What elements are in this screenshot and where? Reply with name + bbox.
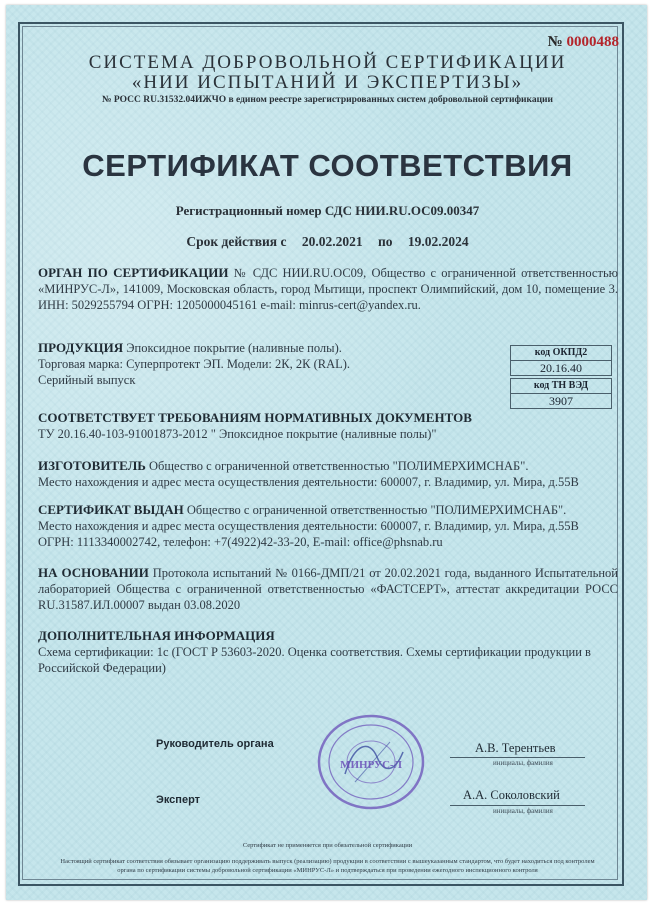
validity-to-label: по [377, 234, 393, 249]
page-title: СЕРТИФИКАТ СООТВЕТСТВИЯ [82, 148, 573, 183]
organ-label: ОРГАН ПО СЕРТИФИКАЦИИ [38, 265, 229, 280]
additional-text: Схема сертификации: 1с (ГОСТ Р 53603-2020. Оценка соответствия. Схемы сертификации продукции в Российской Федерации) [38, 645, 591, 675]
organ-text: № СДС НИИ.RU.ОС09, Общество с ограниченной ответственностью «МИНРУС-Л», 141009, Московская область, город Мытищи, проспект Олимпийский, дом 10, помещение 3. ИНН: 5029255794 ОГРН: 1205000045161 e-mail: minrus-cert@yandex.ru. [38, 266, 618, 312]
system-name-line2: «НИИ ИСПЫТАНИЙ И ЭКСПЕРТИЗЫ» [131, 72, 524, 93]
conformity-label: СООТВЕТСТВУЕТ ТРЕБОВАНИЯМ НОРМАТИВНЫХ ДОКУМЕНТОВ [38, 410, 472, 425]
stamp-text: МИНРУС-Л [340, 759, 402, 771]
registration-number: Регистрационный номер СДС НИИ.RU.ОС09.00347 [175, 203, 480, 218]
expert-caption: инициалы, фамилия [493, 807, 553, 815]
validity-from: 20.02.2021 [301, 234, 363, 249]
basis-section [38, 565, 618, 613]
number-value: 0000488 [566, 34, 619, 50]
manufacturer-label: ИЗГОТОВИТЕЛЬ [38, 458, 146, 473]
basis-label: НА ОСНОВАНИИ [38, 565, 149, 580]
product-section [38, 340, 478, 388]
tnved-value: 3907 [549, 394, 573, 408]
okpd-label: код ОКПД2 [511, 346, 611, 361]
expert-name: А.А. Соколовский [463, 788, 560, 802]
issued-contacts: ОГРН: 1113340002742, телефон: +7(4922)42-33-20, E-mail: office@phsnab.ru [38, 535, 443, 549]
organ-section [38, 265, 618, 313]
additional-section [38, 628, 618, 676]
expert-signature-line [450, 805, 585, 806]
tnved-code-box [510, 378, 612, 409]
footer-note: Сертификат не применяется при обязательной сертификации [242, 842, 413, 849]
okpd-value: 20.16.40 [540, 361, 582, 375]
expert-label: Эксперт [156, 794, 201, 806]
validity-to: 19.02.2024 [407, 234, 469, 249]
manufacturer-text: Общество с ограниченной ответственностью "ПОЛИМЕРХИМСНАБ". [149, 459, 529, 473]
conformity-text: ТУ 20.16.40-103-91001873-2012 " Эпоксидное покрытие (наливные полы)" [38, 427, 437, 441]
manufacturer-address: Место нахождения и адрес места осуществления деятельности: 600007, г. Владимир, ул. Мира, д.55В [38, 475, 579, 489]
manufacturer-section [38, 458, 618, 490]
product-line3: Серийный выпуск [38, 373, 136, 387]
registry-line: № РОСС RU.31532.04ИЖЧО в едином реестре зарегистрированных систем добровольной сертификации [101, 95, 553, 105]
conformity-section [38, 410, 618, 442]
head-signature-line [450, 757, 585, 758]
product-text: Эпоксидное покрытие (наливные полы). [126, 341, 342, 355]
validity-label: Срок действия с [186, 234, 287, 249]
certificate-number [548, 34, 619, 51]
issued-address: Место нахождения и адрес места осуществления деятельности: 600007, г. Владимир, ул. Мира, д.55В [38, 519, 579, 533]
tnved-label: код ТН ВЭД [511, 379, 611, 394]
basis-text: Протокола испытаний № 0166-ДМП/21 от 20.02.2021 года, выданного Испытательной лабораторией Общества с ограниченной ответственностью «ФАСТСЕРТ», аттестат аккредитации РОСС RU.31587.ИЛ.00007 выдан 03.08.2020 [38, 566, 619, 612]
head-label: Руководитель органа [156, 738, 274, 750]
product-label: ПРОДУКЦИЯ [38, 340, 124, 355]
footer-disclaimer: Настоящий сертификат соответствия обязывает организацию поддерживать выпуск (реализацию) продукции в соответствии с вышеуказанным стандартом, что будет находиться под контролем органа по сертификации системы добровольной сертификации «МИНРУС-Л» и подтверждаться при проведении ежегодного инспекционного контроля [60, 858, 595, 874]
issued-text: Общество с ограниченной ответственностью "ПОЛИМЕРХИМСНАБ". [186, 503, 567, 517]
head-caption: инициалы, фамилия [493, 759, 553, 767]
additional-label: ДОПОЛНИТЕЛЬНАЯ ИНФОРМАЦИЯ [38, 628, 275, 643]
issued-section [38, 502, 618, 550]
number-label: № [547, 34, 563, 50]
system-name-line1: СИСТЕМА ДОБРОВОЛЬНОЙ СЕРТИФИКАЦИИ [88, 52, 567, 73]
product-line2: Торговая марка: Суперпротект ЭП. Модели: 2К, 2К (RAL). [38, 357, 351, 371]
validity-period [0, 234, 655, 250]
issued-label: СЕРТИФИКАТ ВЫДАН [38, 502, 184, 517]
head-name: А.В. Терентьев [475, 741, 556, 755]
seal-stamp [315, 712, 427, 812]
okpd-code-box [510, 345, 612, 376]
